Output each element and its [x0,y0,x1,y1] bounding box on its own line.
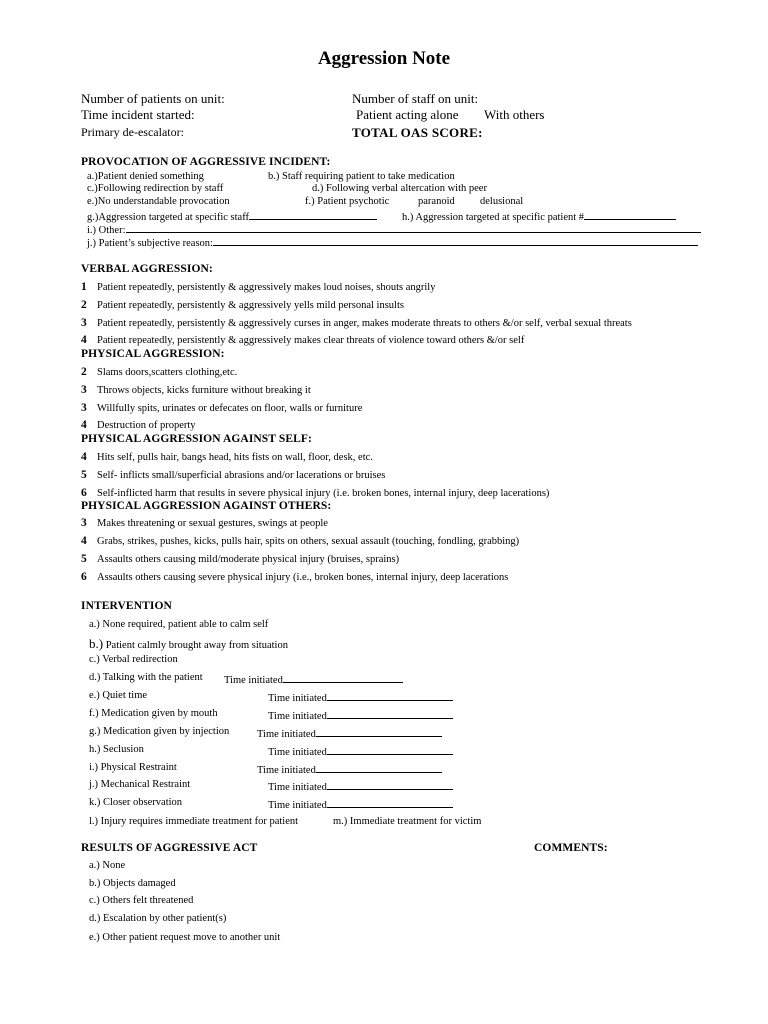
intervention-d: d.) Talking with the patient [89,672,203,683]
time-initiated-blank[interactable] [316,762,442,773]
patients-on-unit-label: Number of patients on unit: [81,91,225,106]
item-text: Self- inflicts small/superficial abrasions and/or lacerations or bruises [97,470,386,481]
physical-heading: PHYSICAL AGGRESSION: [81,348,225,360]
intervention-f: f.) Medication given by mouth [89,708,218,719]
provocation-i-blank[interactable] [126,222,701,233]
time-started-label: Time incident started: [81,107,195,122]
time-initiated-label: Time initiated [268,782,327,793]
verbal-item [81,281,435,293]
time-initiated-blank[interactable] [283,672,403,683]
intervention-b [89,636,288,652]
intervention-j: j.) Mechanical Restraint [89,779,191,790]
time-initiated-label: Time initiated [224,675,283,686]
item-text: Slams doors,scatters clothing,etc. [97,367,238,378]
intervention-m: m.) Immediate treatment for victim [333,816,482,827]
time-initiated-j [268,779,453,793]
item-number: 4 [81,535,87,547]
item-number: 3 [81,517,87,529]
self-item [81,487,549,499]
others-item [81,553,399,565]
intervention-g: g.) Medication given by injection [89,726,230,737]
time-initiated-h [268,744,453,758]
item-number: 2 [81,366,87,378]
self-item [81,469,385,481]
provocation-g [87,209,377,223]
others-item [81,535,519,547]
provocation-b: b.) Staff requiring patient to take medication [268,171,455,182]
intervention-c: c.) Verbal redirection [89,654,178,665]
provocation-h-label: h.) Aggression targeted at specific patient # [402,212,585,223]
time-initiated-blank[interactable] [327,797,453,808]
provocation-g-blank[interactable] [249,209,377,220]
intervention-e: e.) Quiet time [89,690,148,701]
provocation-j [87,235,698,249]
item-text: Grabs, strikes, pushes, kicks, pulls hair, spits on others, sexual assault (touching, fondling, grabbing) [97,536,520,547]
self-item [81,451,373,463]
item-number: 5 [81,469,87,481]
item-number: 4 [81,451,87,463]
item-number: 1 [81,281,87,293]
item-text: Destruction of property [97,420,196,431]
intervention-heading: INTERVENTION [81,600,172,612]
time-initiated-label: Time initiated [268,693,327,704]
provocation-heading: PROVOCATION OF AGGRESSIVE INCIDENT: [81,156,331,168]
provocation-e: e.)No understandable provocation [87,196,230,207]
item-text: Throws objects, kicks furniture without breaking it [97,385,311,396]
time-initiated-blank[interactable] [327,744,453,755]
provocation-a: a.)Patient denied something [87,171,204,182]
provocation-c: c.)Following redirection by staff [87,183,224,194]
item-number: 5 [81,553,87,565]
results-d: d.) Escalation by other patient(s) [89,913,227,924]
item-number: 4 [81,419,87,431]
time-initiated-k [268,797,453,811]
others-heading: PHYSICAL AGGRESSION AGAINST OTHERS: [81,500,332,512]
intervention-k: k.) Closer observation [89,797,183,808]
physical-item [81,419,196,431]
self-heading: PHYSICAL AGGRESSION AGAINST SELF: [81,433,312,445]
item-text: Patient repeatedly, persistently & aggressively curses in anger, makes moderate threats to others &/or self, verbal sexual threats [97,318,632,329]
item-text: Assaults others causing severe physical injury (i.e., broken bones, internal injury, deep lacerations [97,572,509,583]
time-initiated-e [268,690,453,704]
primary-deescalator-label: Primary de-escalator: [81,125,184,139]
intervention-i: i.) Physical Restraint [89,762,177,773]
item-number: 4 [81,334,87,346]
physical-item [81,384,311,396]
time-initiated-d [224,672,403,686]
item-text: Patient repeatedly, persistently & aggressively makes clear threats of violence toward others &/or self [97,335,525,346]
results-e: e.) Other patient request move to another unit [89,932,281,943]
item-number: 6 [81,487,87,499]
item-text: Willfully spits, urinates or defecates on floor, walls or furniture [97,403,363,414]
verbal-item [81,317,632,329]
provocation-h [402,209,676,223]
item-number: 2 [81,299,87,311]
verbal-heading: VERBAL AGGRESSION: [81,263,213,275]
verbal-item [81,299,404,311]
item-text: Patient repeatedly, persistently & aggressively makes loud noises, shouts angrily [97,282,436,293]
item-text: Patient repeatedly, persistently & aggressively yells mild personal insults [97,300,404,311]
provocation-i-label: i.) Other: [87,225,126,236]
provocation-i [87,222,701,236]
time-initiated-label: Time initiated [268,800,327,811]
provocation-delusional: delusional [480,196,524,207]
intervention-h: h.) Seclusion [89,744,144,755]
provocation-g-label: g.)Aggression targeted at specific staff [87,212,250,223]
provocation-j-label: j.) Patient’s subjective reason: [87,238,213,249]
provocation-d: d.) Following verbal altercation with peer [312,183,487,194]
item-text: Assaults others causing mild/moderate physical injury (bruises, sprains) [97,554,400,565]
results-heading: RESULTS OF AGGRESSIVE ACT [81,842,258,854]
provocation-j-blank[interactable] [213,235,698,246]
time-initiated-f [268,708,453,722]
item-text: Self-inflicted harm that results in severe physical injury (i.e. broken bones, internal injury, deep lacerations) [97,488,550,499]
total-oas-score-label: TOTAL OAS SCORE: [352,125,483,140]
intervention-l: l.) Injury requires immediate treatment for patient [89,816,299,827]
provocation-paranoid: paranoid [418,196,455,207]
results-a: a.) None [89,860,126,871]
provocation-f: f.) Patient psychotic [305,196,390,207]
time-initiated-label: Time initiated [257,729,316,740]
time-initiated-blank[interactable] [327,690,453,701]
verbal-item [81,334,524,346]
provocation-h-blank[interactable] [584,209,676,220]
page-title: Aggression Note [317,48,451,69]
others-item [81,517,328,529]
physical-item [81,366,237,378]
results-b: b.) Objects damaged [89,878,176,889]
time-initiated-blank[interactable] [327,708,453,719]
time-initiated-label: Time initiated [268,747,327,758]
time-initiated-blank[interactable] [327,779,453,790]
item-number: 3 [81,384,87,396]
comments-heading: COMMENTS: [534,842,608,854]
time-initiated-label: Time initiated [257,765,316,776]
item-number: 6 [81,571,87,583]
intervention-b-text: Patient calmly brought away from situation [105,640,288,651]
intervention-b-letter: b.) [89,636,104,651]
intervention-a: a.) None required, patient able to calm self [89,619,269,630]
time-initiated-g [257,726,442,740]
others-item [81,571,508,583]
acting-alone-option: Patient acting alone [356,107,459,122]
results-c: c.) Others felt threatened [89,895,194,906]
item-number: 3 [81,402,87,414]
time-initiated-blank[interactable] [316,726,442,737]
item-number: 3 [81,317,87,329]
with-others-option: With others [484,107,545,122]
staff-on-unit-label: Number of staff on unit: [352,91,479,106]
item-text: Hits self, pulls hair, bangs head, hits fists on wall, floor, desk, etc. [97,452,373,463]
time-initiated-i [257,762,442,776]
physical-item [81,402,362,414]
time-initiated-label: Time initiated [268,711,327,722]
item-text: Makes threatening or sexual gestures, swings at people [97,518,328,529]
